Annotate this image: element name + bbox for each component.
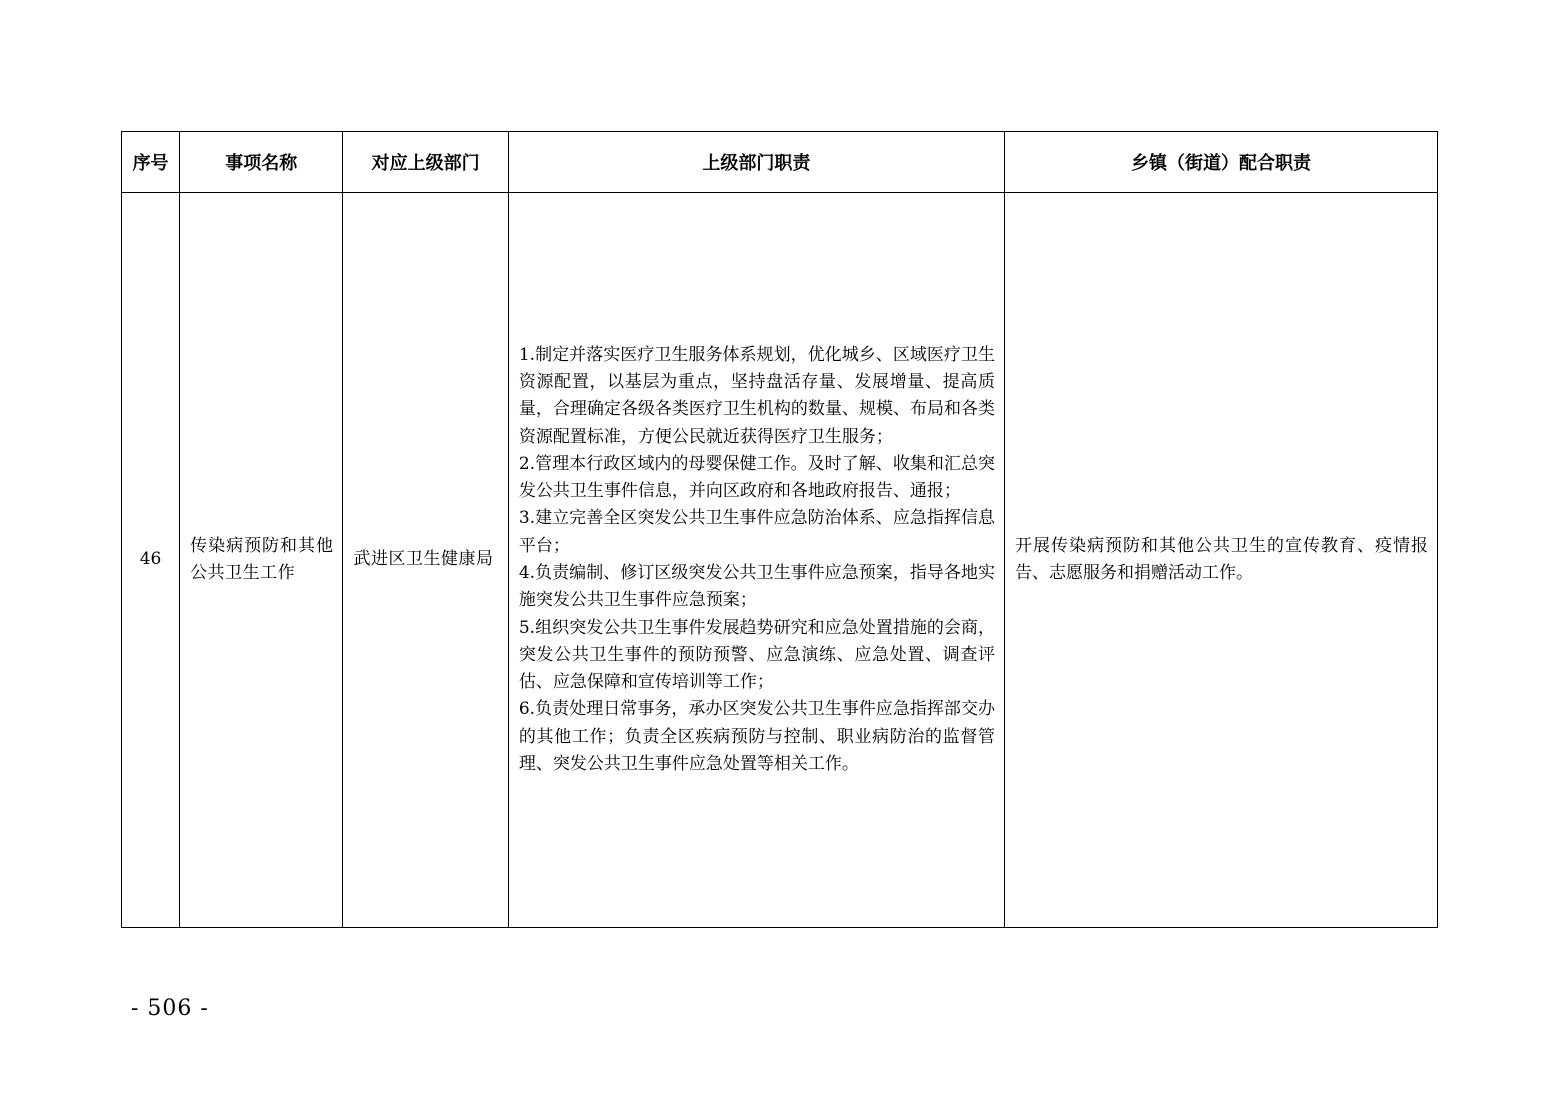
header-coop: 乡镇（街道）配合职责	[1004, 132, 1437, 193]
duty-item: 1.制定并落实医疗卫生服务体系规划，优化城乡、区域医疗卫生资源配置，以基层为重点，坚持盘活存量、发展增量、提高质量，合理确定各级各类医疗卫生机构的数量、规模、布局和各类资源配置标准，方便公民就近获得医疗卫生服务；	[518, 344, 995, 447]
item-name: 传染病预防和其他公共卫生工作	[180, 193, 343, 928]
duty-item: 3.建立完善全区突发公共卫生事件应急防治体系、应急指挥信息平台；	[518, 508, 995, 556]
superior-department: 武进区卫生健康局	[343, 193, 508, 928]
row-number: 46	[122, 193, 180, 928]
duty-item: 5.组织突发公共卫生事件发展趋势研究和应急处置措施的会商，突发公共卫生事件的预防预警、应急演练、应急处置、调查评估、应急保障和宣传培训等工作；	[518, 617, 995, 693]
duty-item: 2.管理本行政区域内的母婴保健工作。及时了解、收集和汇总突发公共卫生事件信息，并向区政府和各地政府报告、通报；	[518, 453, 995, 502]
superior-duties	[508, 193, 1004, 928]
header-name: 事项名称	[180, 132, 343, 193]
header-dept: 对应上级部门	[343, 132, 508, 193]
township-cooperation-duty: 开展传染病预防和其他公共卫生的宣传教育、疫情报告、志愿服务和捐赠活动工作。	[1004, 193, 1437, 928]
header-no: 序号	[122, 132, 180, 193]
header-row	[122, 132, 1438, 193]
table-row	[122, 193, 1438, 928]
page-number: - 506 -	[131, 996, 209, 1021]
duty-item: 6.负责处理日常事务，承办区突发公共卫生事件应急指挥部交办的其他工作；负责全区疾病预防与控制、职业病防治的监督管理、突发公共卫生事件应急处置等相关工作。	[518, 699, 995, 775]
duty-item: 4.负责编制、修订区级突发公共卫生事件应急预案，指导各地实施突发公共卫生事件应急预案；	[518, 563, 995, 611]
header-duty: 上级部门职责	[508, 132, 1004, 193]
duty-table	[121, 131, 1438, 928]
